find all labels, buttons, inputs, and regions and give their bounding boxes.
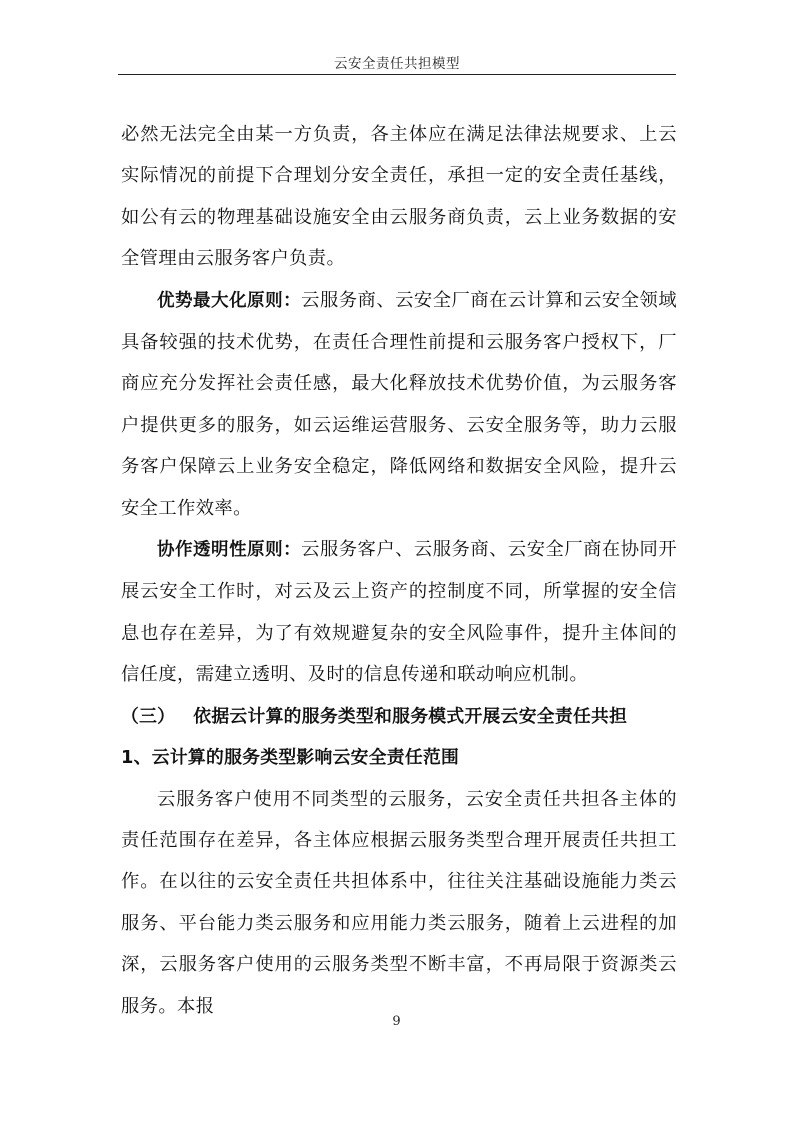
- principle-text-advantage: 云服务商、云安全厂商在云计算和云安全领域具备较强的技术优势，在责任合理性前提和云服务客户授权下，厂商应充分发挥社会责任感，最大化释放技术优势价值，为云服务客户提供更多的服务，如云运维运营服务、云安全服务等，助力云服务客户保障云上业务安全稳定，降低网络和数据安全风险，提升云安全工作效率。: [121, 289, 677, 519]
- principle-label-transparency: 协作透明性原则：: [157, 540, 302, 561]
- paragraph-transparency-principle: [121, 529, 677, 696]
- section-number: （三）: [121, 705, 176, 727]
- document-body: [121, 114, 677, 1027]
- section-title: 依据云计算的服务类型和服务模式开展云安全责任共担: [193, 705, 628, 727]
- sub-heading: 1、云计算的服务类型影响云安全责任范围: [121, 747, 460, 769]
- principle-text-transparency: 云服务客户、云服务商、云安全厂商在协同开展云安全工作时，对云及云上资产的控制度不同，所掌握的安全信息也存在差异，为了有效规避复杂的安全风险事件，提升主体间的信任度，需建立透明、及时的信息传递和联动响应机制。: [121, 539, 677, 686]
- header-divider: [118, 74, 676, 75]
- section-heading: [121, 696, 677, 737]
- paragraph-advantage-principle: [121, 280, 677, 529]
- paragraph-service-types: 云服务客户使用不同类型的云服务，云安全责任共担各主体的责任范围存在差异，各主体应根据云服务类型合理开展责任共担工作。在以往的云安全责任共担体系中，往往关注基础设施能力类云服务、平台能力类云服务和应用能力类云服务，随着上云进程的加深，云服务客户使用的云服务类型不断丰富，不再局限于资源类云服务。本报: [121, 788, 677, 1017]
- paragraph-continuation: 必然无法完全由某一方负责，各主体应在满足法律法规要求、上云实际情况的前提下合理划分安全责任，承担一定的安全责任基线，如公有云的物理基础设施安全由云服务商负责，云上业务数据的安全管理由云服务客户负责。: [121, 124, 677, 270]
- page-number: 9: [392, 1014, 401, 1029]
- principle-label-advantage: 优势最大化原则：: [157, 290, 302, 311]
- page-header-title: 云安全责任共担模型: [334, 56, 460, 72]
